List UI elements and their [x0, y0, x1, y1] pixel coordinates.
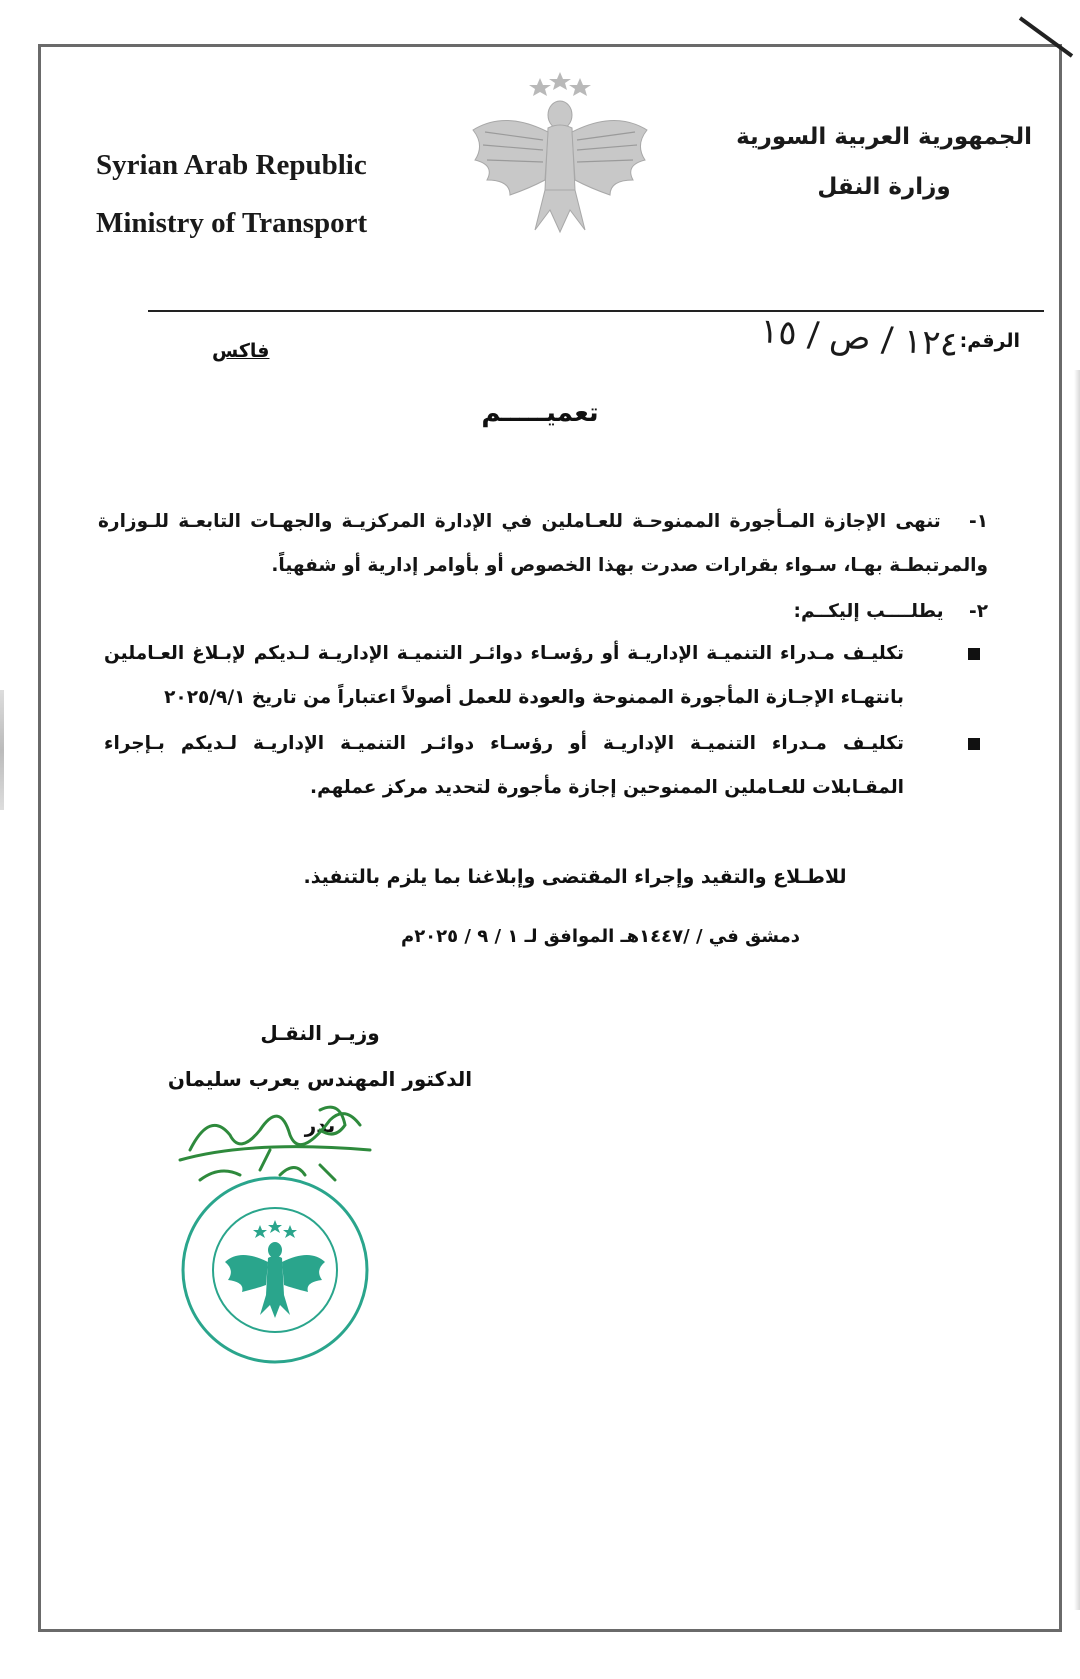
ministry-seal: [170, 1170, 380, 1370]
paragraph-1: [98, 500, 988, 588]
bullet-item: تكليـف مـدراء التنميـة الإداريـة أو رؤسـاء دوائـر التنميـة الإداريـة لـديكم لإبـلاغ العـاملين بانتهـاء الإجـازة المأجورة الممنوحة والعودة للعمل أصولاً اعتباراً من تاريخ ٢٠٢٥/٩/١: [104, 643, 904, 708]
bullet-marker: [968, 648, 980, 660]
scan-shadow: [1074, 370, 1080, 1610]
header-divider: [148, 310, 1044, 312]
arabic-letterhead: [736, 112, 1032, 212]
date-line: دمشق في / /١٤٤٧هـ الموافق لـ ١ / ٩ / ٢٠٢٥م: [400, 926, 800, 947]
paragraph-text: يطلــــب إليكــم:: [793, 601, 944, 622]
scan-edge: [0, 690, 4, 810]
reference-number: ١٢٤ / ص / ١٥: [758, 311, 960, 365]
reference-label: الرقم:: [959, 330, 1020, 352]
paragraph-text: تنهى الإجازة المـأجورة الممنوحـة للعـاملين في الإدارة المركزيـة والجهـات التابعـة للـوزارة والمرتبطـة بهـا، سـواء بقرارات صدرت بهذا الخصوص أو بأوامر إدارية أو شفهياً.: [98, 511, 988, 576]
signatory-name: الدكتور المهندس يعرب سليمان بدر: [167, 1067, 473, 1137]
bullet-marker: [968, 738, 980, 750]
closing-line: للاطـلاع والتقيد وإجراء المقتضى وإبلاغنا بما يلزم بالتنفيذ.: [303, 866, 847, 888]
corner-mark: [1018, 8, 1074, 64]
eagle-emblem-icon: [465, 70, 655, 235]
arabic-ministry-name: وزارة النقل: [817, 174, 951, 200]
arabic-country-name: الجمهورية العربية السورية: [736, 124, 1032, 150]
document-page: [38, 44, 1062, 1632]
paragraph-2: [98, 590, 988, 634]
document-title: تعميـــــم: [481, 398, 599, 428]
english-ministry-name: Ministry of Transport: [96, 207, 368, 239]
signatory-title: وزيـر النقـل: [260, 1021, 380, 1045]
english-country-name: Syrian Arab Republic: [96, 149, 367, 181]
paragraph-number: ٢-: [969, 601, 988, 622]
fax-label: فاكس: [212, 340, 270, 362]
english-letterhead: [96, 136, 367, 252]
bullet-item: تكليـف مـدراء التنميـة الإداريـة أو رؤسـاء دوائـر التنميـة الإداريـة لـديكم بـإجراء المقـابلات للعـاملين الممنوحين إجازة مأجورة لتحديد مركز عملهم.: [104, 733, 904, 798]
paragraph-number: ١-: [969, 511, 988, 532]
